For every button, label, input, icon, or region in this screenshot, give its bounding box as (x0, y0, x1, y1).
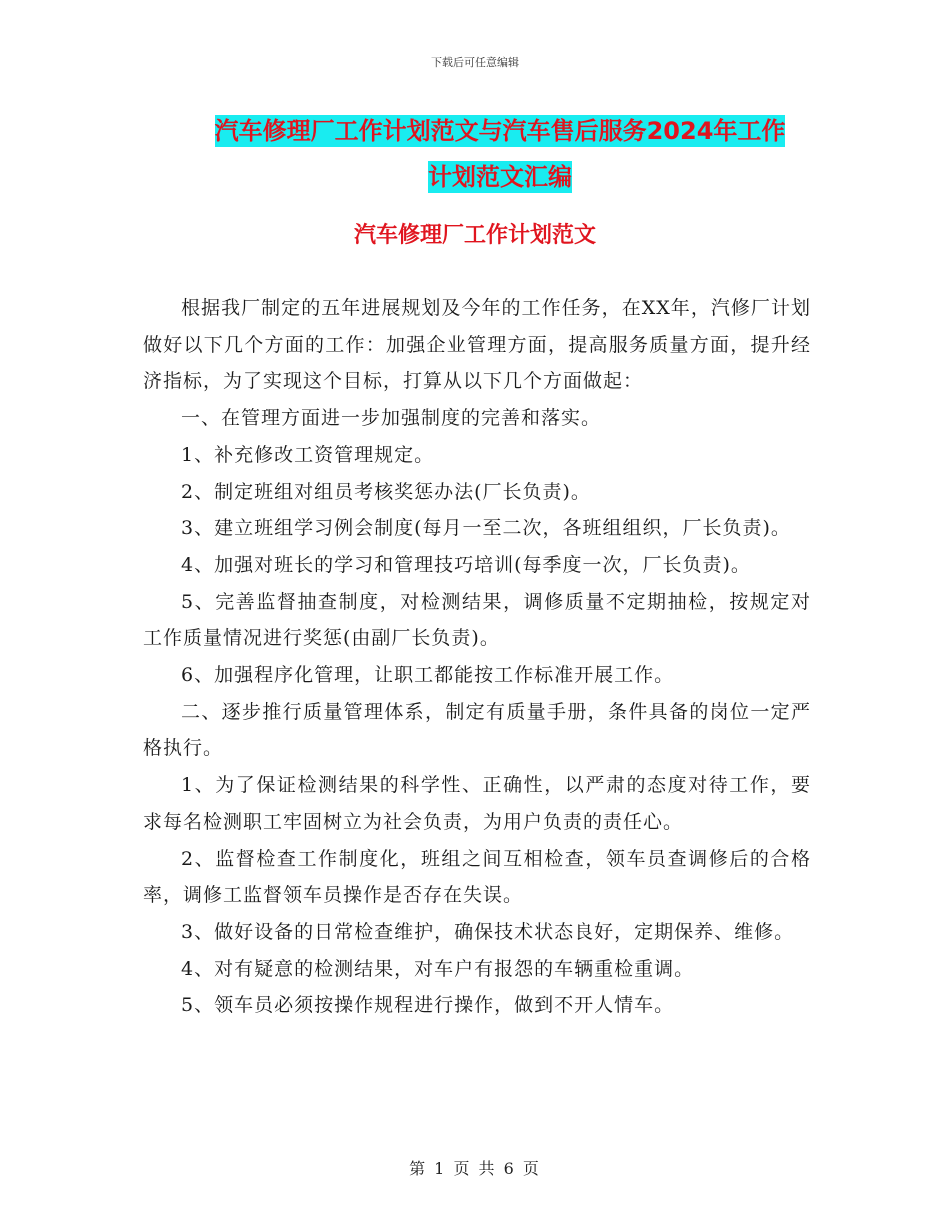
paragraph: 二、逐步推行质量管理体系，制定有质量手册，条件具备的岗位一定严格执行。 (143, 700, 811, 760)
paragraph: 1、补充修改工资管理规定。 (181, 443, 435, 466)
paragraph: 根据我厂制定的五年进展规划及今年的工作任务，在XX年，汽修厂计划做好以下几个方面的工作：加强企业管理方面，提高服务质量方面，提升经济指标，为了实现这个目标，打算从以下几个方面做起： (143, 297, 811, 393)
paragraph: 1、为了保证检测结果的科学性、正确性，以严肃的态度对待工作，要求每名检测职工牢固树立为社会负责，为用户负责的责任心。 (143, 774, 811, 833)
document-title-line-1: 汽车修理厂工作计划范文与汽车售后服务2024年工作 (214, 117, 786, 145)
paragraph: 2、制定班组对组员考核奖惩办法(厂长负责)。 (181, 480, 591, 503)
document-title-line-2: 计划范文汇编 (428, 163, 572, 191)
page-number: 第 1 页 共 6 页 (409, 1159, 541, 1178)
paragraph: 5、完善监督抽查制度，对检测结果，调修质量不定期抽检，按规定对工作质量情况进行奖惩(由副厂长负责)。 (143, 590, 811, 650)
paragraph: 3、做好设备的日常检查维护，确保技术状态良好，定期保养、维修。 (181, 920, 795, 943)
paragraph: 5、领车员必须按操作规程进行操作，做到不开人情车。 (181, 994, 675, 1017)
paragraph: 6、加强程序化管理，让职工都能按工作标准开展工作。 (181, 664, 675, 687)
section-title: 汽车修理厂工作计划范文 (353, 223, 596, 248)
paragraph: 4、加强对班长的学习和管理技巧培训(每季度一次，厂长负责)。 (181, 553, 751, 576)
paragraph: 2、监督检查工作制度化，班组之间互相检查，领车员查调修后的合格率，调修工监督领车员操作是否存在失误。 (143, 847, 811, 907)
header-note: 下载后可任意编辑 (431, 56, 519, 69)
document-title (150, 108, 850, 200)
paragraph: 4、对有疑意的检测结果，对车户有报怨的车辆重检重调。 (181, 957, 695, 980)
paragraph: 一、在管理方面进一步加强制度的完善和落实。 (181, 407, 602, 430)
document-body (143, 290, 811, 1024)
paragraph: 3、建立班组学习例会制度(每月一至二次，各班组组织，厂长负责)。 (181, 517, 791, 540)
